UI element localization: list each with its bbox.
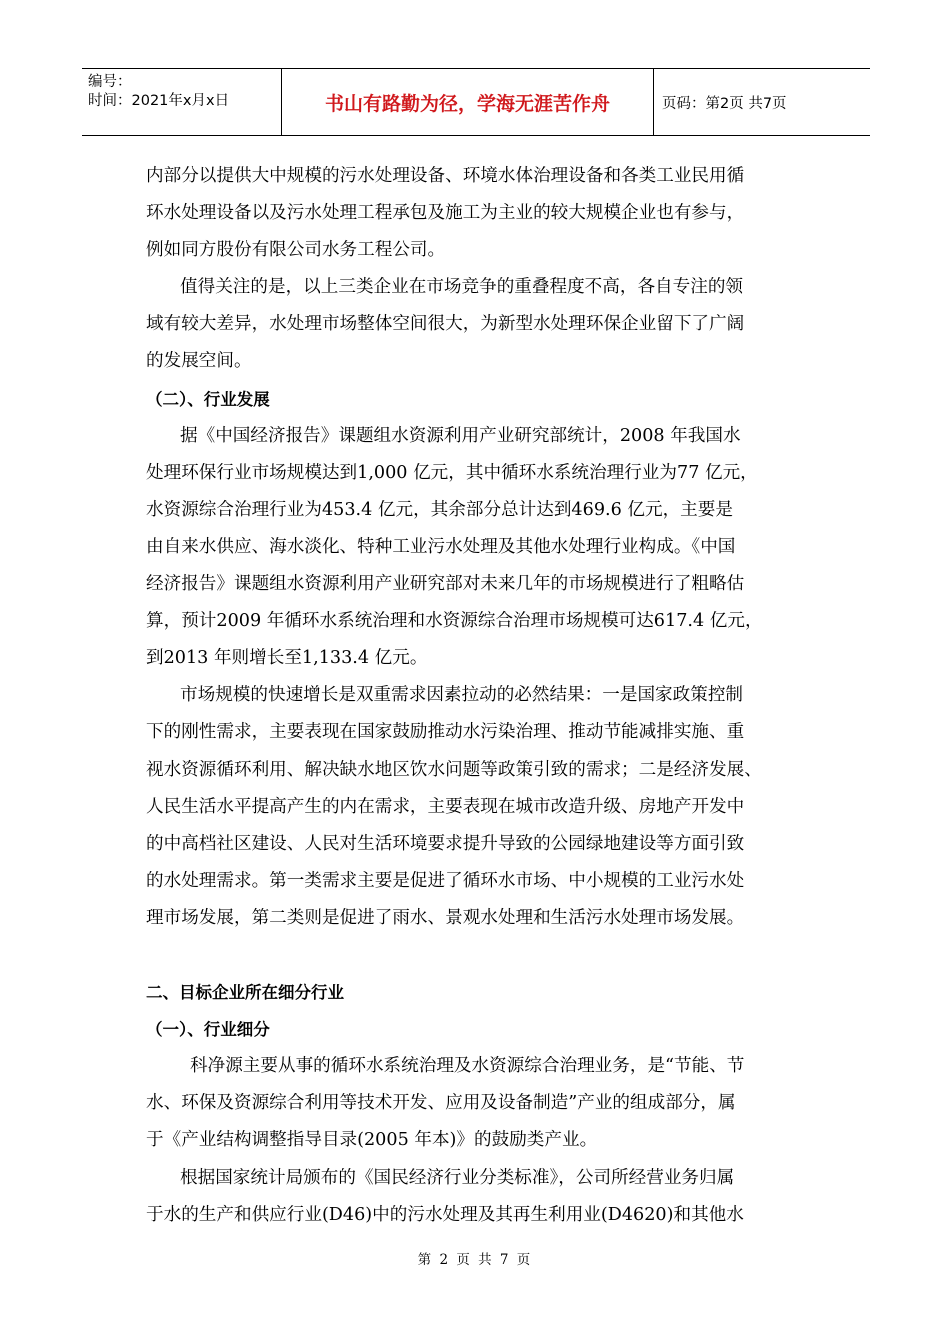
header-motto: 书山有路勤为径，学海无涯苦作舟 (282, 69, 654, 135)
paragraph-line: 处理环保行业市场规模达到1,000 亿元，其中循环水系统治理行业为77 亿元， (146, 462, 758, 483)
paragraph-line: 于《产业结构调整指导目录(2005 年本)》的鼓励类产业。 (146, 1130, 598, 1151)
blank-line (146, 937, 806, 974)
paragraph-line: 根据国家统计局颁布的《国民经济行业分类标准》，公司所经营业务归属 (180, 1167, 735, 1188)
paragraph-line: 理市场发展，第二类则是促进了雨水、景观水处理和生活污水处理市场发展。 (146, 907, 745, 928)
paragraph-line: 域有较大差异，水处理市场整体空间很大，为新型水处理环保企业留下了广阔 (146, 314, 745, 335)
paragraph-line: 算，预计2009 年循环水系统治理和水资源综合治理市场规模可达617.4 亿元， (146, 611, 763, 632)
document-number-label: 编号： (88, 74, 132, 90)
document-date-label: 时间：2021年x月x日 (88, 93, 230, 109)
paragraph-line: 值得关注的是，以上三类企业在市场竞争的重叠程度不高，各自专注的领 (180, 277, 744, 298)
paragraph-line: 市场规模的快速增长是双重需求因素拉动的必然结果：一是国家政策控制 (180, 685, 744, 706)
paragraph-line: 的中高档社区建设、人民对生活环境要求提升导致的公园绿地建设等方面引致 (146, 833, 745, 854)
page-header (82, 68, 870, 136)
paragraph-line: 内部分以提供大中规模的污水处理设备、环境水体治理设备和各类工业民用循 (146, 166, 745, 186)
paragraph-line: 视水资源循环利用、解决缺水地区饮水问题等政策引致的需求；二是经济发展、 (146, 759, 762, 780)
section-heading-industry-development: （二）、行业发展 (146, 389, 270, 409)
paragraph-line: 于水的生产和供应行业(D46)中的污水处理及其再生利用业(D4620)和其他水 (146, 1204, 744, 1225)
paragraph-line: 的水处理需求。第一类需求主要是促进了循环水市场、中小规模的工业污水处 (146, 870, 745, 891)
paragraph-line: 科净源主要从事的循环水系统治理及水资源综合治理业务，是“节能、节 (190, 1056, 745, 1077)
paragraph-line: 水资源综合治理行业为453.4 亿元，其余部分总计达到469.6 亿元，主要是 (146, 499, 733, 520)
paragraph-line: 据《中国经济报告》课题组水资源利用产业研究部统计，2008 年我国水 (180, 425, 741, 446)
paragraph-line: 的发展空间。 (146, 351, 252, 372)
paragraph-line: 环水处理设备以及污水处理工程承包及施工为主业的较大规模企业也有参与， (146, 203, 745, 224)
paragraph-line: 由自来水供应、海水淡化、特种工业污水处理及其他水处理行业构成。《中国 (146, 536, 736, 557)
paragraph-line: 经济报告》课题组水资源利用产业研究部对未来几年的市场规模进行了粗略估 (146, 574, 745, 595)
section-heading-target-industry: 二、目标企业所在细分行业 (146, 983, 344, 1003)
paragraph-line: 人民生活水平提高产生的内在需求，主要表现在城市改造升级、房地产开发中 (146, 796, 745, 817)
paragraph-line: 到2013 年则增长至1,133.4 亿元。 (146, 648, 428, 669)
section-heading-industry-subdivision: （一）、行业细分 (146, 1020, 270, 1040)
header-page-label: 页码：第2页 共7页 (662, 95, 787, 112)
header-meta (82, 69, 282, 135)
paragraph-line: 水、环保及资源综合利用等技术开发、应用及设备制造”产业的组成部分，属 (146, 1093, 736, 1114)
paragraph-line: 例如同方股份有限公司水务工程公司。 (146, 240, 446, 261)
document-body (146, 158, 806, 1234)
paragraph-line: 下的刚性需求，主要表现在国家鼓励推动水污染治理、推动节能减排实施、重 (146, 722, 745, 743)
page-footer-number: 第 2 页 共 7 页 (417, 1252, 533, 1268)
